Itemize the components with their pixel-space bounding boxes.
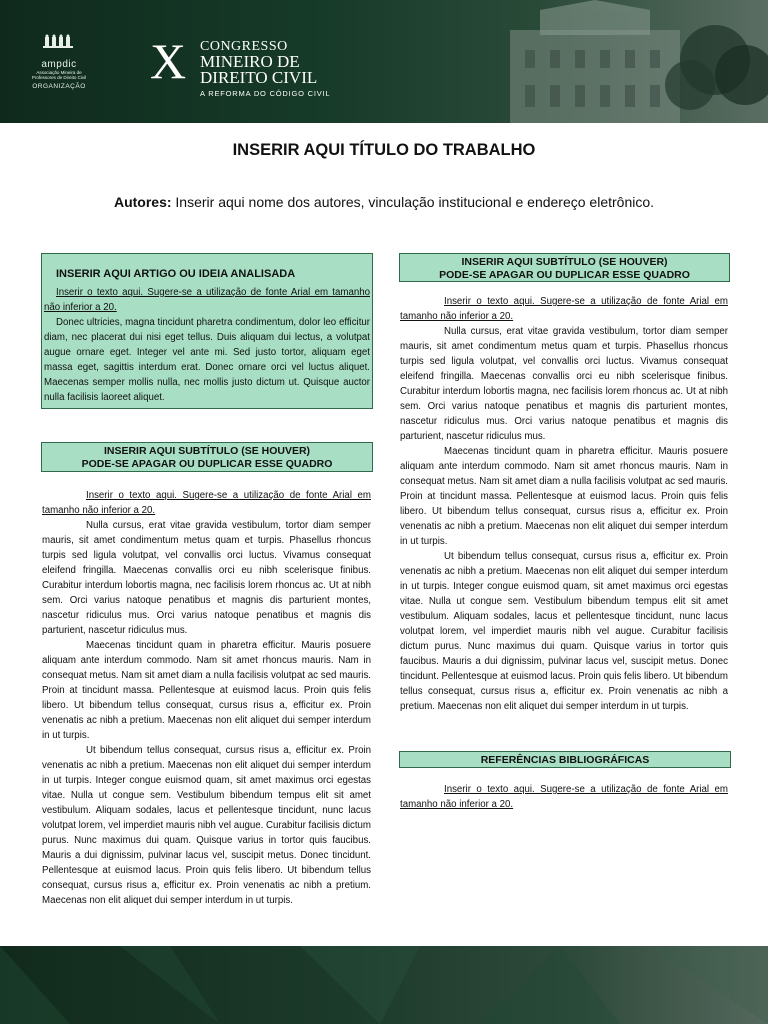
references-text bbox=[400, 782, 728, 812]
header-banner bbox=[0, 0, 768, 123]
left-body-text bbox=[42, 488, 371, 908]
authors-line bbox=[0, 194, 768, 210]
left-paragraph-1: Nulla cursus, erat vitae gravida vestibulum, tortor diam semper mauris, sit amet condimentum metus quam et turpis. Phasellus rhoncus turpis sed ligula volutpat, vel convallis orci luctus. Vivamus consequat eleifend fringilla. Maecenas convallis orci eu nibh scelerisque finibus. Curabitur interdum lobortis magna, nec facilisis lorem rhoncus ac. Ut at nibh sem. Orci varius natoque penatibus et magnis dis parturient montes, nascetur ridiculus mus. Orci varius natoque penatibus et magnis dis parturient, nascetur ridiculus mus. bbox=[42, 520, 371, 636]
article-instruction: Inserir o texto aqui. Sugere-se a utilização de fonte Arial em tamanho não inferior a 20. bbox=[44, 287, 370, 313]
congress-line-1: CONGRESSO bbox=[200, 39, 288, 54]
congress-numeral: X bbox=[150, 33, 187, 89]
left-paragraph-2: Maecenas tincidunt quam in pharetra efficitur. Mauris posuere aliquam ante interdum commodo. Nam sit amet rhoncus mauris. Nam in consequat metus. Nam sit amet diam a nulla facilisis volutpat ac sed mauris. Proin at tincidunt massa. Pellentesque at euismod lacus. Proin quis felis libero. Ut bibendum tellus consequat, cursus risus a, efficitur ex. Proin venenatis ac nibh a pretium. Maecenas non elit aliquet dui semper interdum in ut turpis. bbox=[42, 640, 371, 741]
right-paragraph-3: Ut bibendum tellus consequat, cursus risus a, efficitur ex. Proin venenatis ac nibh a pretium. Maecenas non elit aliquet dui semper interdum in ut turpis. Integer congue euismod quam, sit amet maximus orci egestas vitae. Nulla ut congue sem. Vestibulum bibendum tempus elit sit amet vestibulum. Aliquam sodales, lacus et pellentesque tincidunt, nunc lacus volutpat lorem, vel imperdiet mauris nibh vel augue. Curabitur facilisis dictum purus. Nunc maximus dui quam. Quisque varius in tortor quis faucibus. Mauris a dui dignissim, pulvinar lacus vel, suscipit metus. Donec tincidunt. Pellentesque at euismod lacus. Proin quis felis libero. Ut bibendum tellus consequat, cursus risus a, efficitur ex. Proin venenatis ac nibh a pretium. Maecenas non elit aliquet dui semper interdum in ut turpis. bbox=[400, 551, 728, 712]
org-full-name-1: Associação Mineira de bbox=[36, 70, 82, 75]
left-subtitle-box bbox=[41, 442, 373, 472]
right-body-text bbox=[400, 294, 728, 714]
right-paragraph-1: Nulla cursus, erat vitae gravida vestibulum, tortor diam semper mauris, sit amet condimentum metus quam et turpis. Phasellus rhoncus turpis sed ligula volutpat, vel convallis orci luctus. Vivamus consequat eleifend fringilla. Maecenas convallis orci eu nibh scelerisque finibus. Curabitur interdum lobortis magna, nec facilisis lorem rhoncus ac. Ut at nibh sem. Orci varius natoque penatibus et magnis dis parturient montes, nascetur ridiculus mus. Orci varius natoque penatibus et magnis dis parturient, nascetur ridiculus mus. bbox=[400, 326, 728, 442]
right-instruction: Inserir o texto aqui. Sugere-se a utilização de fonte Arial em tamanho não inferior a 20. bbox=[400, 296, 728, 322]
right-subtitle-line-2: PODE-SE APAGAR OU DUPLICAR ESSE QUADRO bbox=[439, 268, 690, 281]
left-subtitle-line-1: INSERIR AQUI SUBTÍTULO (SE HOUVER) bbox=[103, 445, 311, 457]
congress-tagline: A REFORMA DO CÓDIGO CIVIL bbox=[200, 89, 331, 98]
footer-pattern bbox=[0, 946, 768, 1024]
org-acronym: ampdic bbox=[41, 59, 77, 70]
building-illustration bbox=[500, 0, 768, 123]
organizer-logo bbox=[26, 34, 92, 90]
references-instruction: Inserir o texto aqui. Sugere-se a utilização de fonte Arial em tamanho não inferior a 20. bbox=[400, 784, 728, 810]
left-instruction: Inserir o texto aqui. Sugere-se a utilização de fonte Arial em tamanho não inferior a 20. bbox=[42, 490, 371, 516]
authors-text: Inserir aqui nome dos autores, vinculação institucional e endereço eletrônico. bbox=[171, 194, 655, 210]
article-box bbox=[41, 253, 373, 409]
right-subtitle-box bbox=[399, 253, 730, 282]
org-full-name-2: Professores de Direito Civil bbox=[31, 75, 87, 80]
congress-line-3: DIREITO CIVIL bbox=[200, 68, 318, 87]
right-paragraph-2: Maecenas tincidunt quam in pharetra efficitur. Mauris posuere aliquam ante interdum commodo. Nam sit amet rhoncus mauris. Nam in consequat metus. Nam sit amet diam a nulla facilisis volutpat ac sed mauris. Proin at tincidunt massa. Pellentesque at euismod lacus. Proin quis felis libero. Ut bibendum tellus consequat, cursus risus a, efficitur ex. Proin venenatis ac nibh a pretium. Maecenas non elit aliquet dui semper interdum in ut turpis. bbox=[400, 446, 728, 547]
org-role: ORGANIZAÇÃO bbox=[32, 83, 86, 90]
left-subtitle-line-2: PODE-SE APAGAR OU DUPLICAR ESSE QUADRO bbox=[81, 457, 333, 470]
left-paragraph-3: Ut bibendum tellus consequat, cursus risus a, efficitur ex. Proin venenatis ac nibh a pretium. Maecenas non elit aliquet dui semper interdum in ut turpis. Integer congue euismod quam, sit amet maximus orci egestas vitae. Nulla ut congue sem. Vestibulum bibendum tempus elit sit amet vestibulum. Aliquam sodales, lacus et pellentesque tincidunt, nunc lacus volutpat lorem, vel imperdiet mauris nibh vel augue. Curabitur facilisis dictum purus. Nunc maximus dui quam. Quisque varius in tortor quis faucibus. Mauris a dui dignissim, pulvinar lacus vel, suscipit metus. Donec tincidunt. Pellentesque at euismod lacus. Proin quis felis libero. Ut bibendum tellus consequat, cursus risus a, efficitur ex. Proin venenatis ac nibh a pretium. Maecenas non elit aliquet dui semper interdum in ut turpis. bbox=[42, 745, 371, 906]
congress-line-2: MINEIRO DE bbox=[200, 52, 300, 71]
references-heading: REFERÊNCIAS BIBLIOGRÁFICAS bbox=[480, 754, 650, 766]
article-heading: INSERIR AQUI ARTIGO OU IDEIA ANALISADA bbox=[56, 268, 296, 280]
ampdic-logo-icon bbox=[39, 34, 79, 52]
article-body: Donec ultricies, magna tincidunt pharetra condimentum, dolor leo efficitur diam, nec placerat dui nisi eget tellus. Duis aliquam dui lectus, a volutpat augue ornare eget. Integer vel ante mi. Sed justo tortor, aliquam eget massa eget, sagittis interdum erat. Donec ornare orci vel luctus aliquet. Maecenas semper mollis nulla, nec mollis justo dictum ut. Quisque auctor nulla facilisis laoreet aliquet. bbox=[44, 317, 370, 403]
right-subtitle-line-1: INSERIR AQUI SUBTÍTULO (SE HOUVER) bbox=[461, 256, 668, 268]
authors-label: Autores: bbox=[113, 194, 172, 210]
references-heading-box bbox=[399, 751, 731, 768]
footer-band bbox=[0, 946, 768, 1024]
page-title: INSERIR AQUI TÍTULO DO TRABALHO bbox=[232, 141, 536, 159]
